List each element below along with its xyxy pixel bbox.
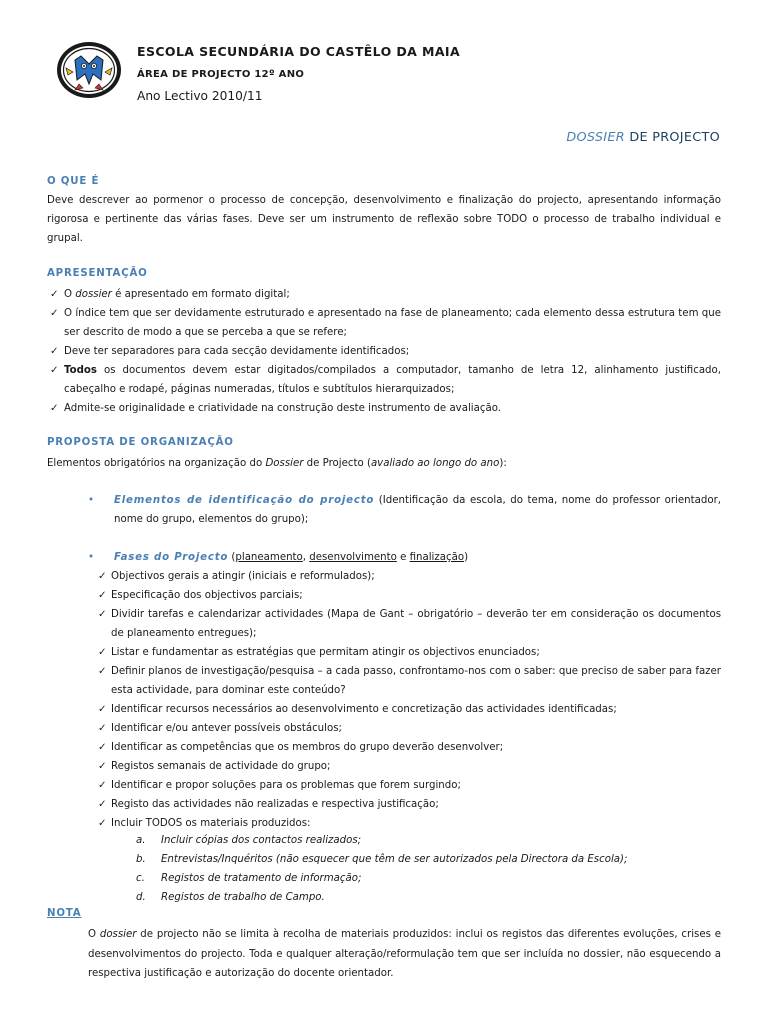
check-icon: ✓ — [98, 723, 107, 734]
school-logo-icon — [55, 40, 123, 100]
proposta-intro: Elementos obrigatórios na organização do Dossier de Projecto (avaliado ao longo do ano): — [47, 458, 507, 469]
check-icon: ✓ — [50, 346, 59, 357]
check-icon: ✓ — [98, 666, 107, 677]
list-item: b. Entrevistas/Inquéritos (não esquecer que têm de ser autorizados pela Directora da Escola); — [136, 854, 628, 865]
list-item: ✓ Incluir TODOS os materiais produzidos: — [95, 814, 721, 833]
list-item: ✓ Identificar e/ou antever possíveis obstáculos; — [95, 719, 721, 738]
list-item: ✓ Identificar recursos necessários ao desenvolvimento e concretização das actividades identificadas; — [95, 700, 721, 719]
bullet-icon: • — [88, 552, 95, 563]
section-heading-apresentacao: APRESENTAÇÃO — [47, 268, 148, 279]
school-name: ESCOLA SECUNDÁRIA DO CASTÊLO DA MAIA — [137, 44, 461, 59]
fases-list — [95, 567, 721, 833]
section-o-que-e-text: Deve descrever ao pormenor o processo de concepção, desenvolvimento e finalização do projecto, apresentando informação rigorosa e pertinente das várias fases. Deve ser um instrumento de reflexão sobre TODO o processo de trabalho individual e grupal. — [47, 195, 721, 244]
nota-text: O dossier de projecto não se limita à recolha de materiais produzidos: inclui os registos das diferentes evoluções, crises e desenvolvimentos do projecto. Toda e qualquer alteração/reformulação tem que ser incluída no dossier, não esquecendo a respectiva justificação e autorização do docente orientador. — [88, 929, 721, 979]
bullet-fases-projecto: • Fases do Projecto (planeamento, desenvolvimento e finalização) — [88, 548, 721, 567]
section-heading-o-que-e: O QUE É — [47, 176, 100, 187]
list-item: ✓ Registos semanais de actividade do grupo; — [95, 757, 721, 776]
section-heading-nota: NOTA — [47, 908, 82, 919]
check-icon: ✓ — [50, 403, 59, 414]
list-item: ✓ Especificação dos objectivos parciais; — [95, 586, 721, 605]
section-heading-proposta: PROPOSTA DE ORGANIZAÇÃO — [47, 437, 234, 448]
list-item: ✓ Todos os documentos devem estar digitados/compilados a computador, tamanho de letra 12, alinhamento justificado, cabeçalho e rodapé, páginas numeradas, títulos e subtítulos hierarquizados; — [47, 361, 721, 399]
school-year: Ano Lectivo 2010/11 — [137, 89, 263, 103]
list-item: ✓ Objectivos gerais a atingir (iniciais e reformulados); — [95, 567, 721, 586]
check-icon: ✓ — [98, 590, 107, 601]
check-icon: ✓ — [98, 609, 107, 620]
list-item: ✓ Identificar as competências que os membros do grupo deverão desenvolver; — [95, 738, 721, 757]
check-icon: ✓ — [98, 704, 107, 715]
list-item: ✓ O índice tem que ser devidamente estruturado e apresentado na fase de planeamento; cada elemento dessa estrutura tem que ser descrito de modo a que se perceba a que se refere; — [47, 304, 721, 342]
list-item: ✓ O dossier é apresentado em formato digital; — [47, 285, 721, 304]
check-icon: ✓ — [98, 571, 107, 582]
bullet-icon: • — [88, 495, 95, 506]
list-item: ✓ Dividir tarefas e calendarizar actividades (Mapa de Gant – obrigatório – deverão ter em consideração os documentos de planeamento entregues); — [95, 605, 721, 643]
list-item: d. Registos de trabalho de Campo. — [136, 892, 325, 903]
check-icon: ✓ — [50, 308, 59, 319]
materiais-sublist — [136, 831, 627, 907]
check-icon: ✓ — [50, 289, 59, 300]
list-item: ✓ Listar e fundamentar as estratégias que permitam atingir os objectivos enunciados; — [95, 643, 721, 662]
check-icon: ✓ — [98, 742, 107, 753]
list-item: c. Registos de tratamento de informação; — [136, 873, 362, 884]
apresentacao-list — [47, 285, 721, 418]
list-item: ✓ Identificar e propor soluções para os problemas que forem surgindo; — [95, 776, 721, 795]
document-title — [566, 130, 720, 145]
list-item: ✓ Admite-se originalidade e criatividade na construção deste instrumento de avaliação. — [47, 399, 721, 418]
check-icon: ✓ — [98, 761, 107, 772]
bullet-elementos-identificacao: • Elementos de identificação do projecto (Identificação da escola, do tema, nome do professor orientador, nome do grupo, elementos do grupo); — [88, 491, 721, 529]
list-item: ✓ Deve ter separadores para cada secção devidamente identificados; — [47, 342, 721, 361]
list-item: ✓ Registo das actividades não realizadas e respectiva justificação; — [95, 795, 721, 814]
check-icon: ✓ — [98, 818, 107, 829]
title-rest: DE PROJECTO — [624, 130, 720, 145]
area-line: ÁREA DE PROJECTO 12º ANO — [137, 69, 305, 80]
list-item: a. Incluir cópias dos contactos realizados; — [136, 835, 362, 846]
check-icon: ✓ — [98, 780, 107, 791]
check-icon: ✓ — [98, 647, 107, 658]
list-item: ✓ Definir planos de investigação/pesquisa – a cada passo, confrontamo-nos com o saber: que preciso de saber para fazer esta actividade, para dominar este conteúdo? — [95, 662, 721, 700]
check-icon: ✓ — [98, 799, 107, 810]
title-italic: DOSSIER — [566, 130, 625, 145]
check-icon: ✓ — [50, 365, 59, 376]
